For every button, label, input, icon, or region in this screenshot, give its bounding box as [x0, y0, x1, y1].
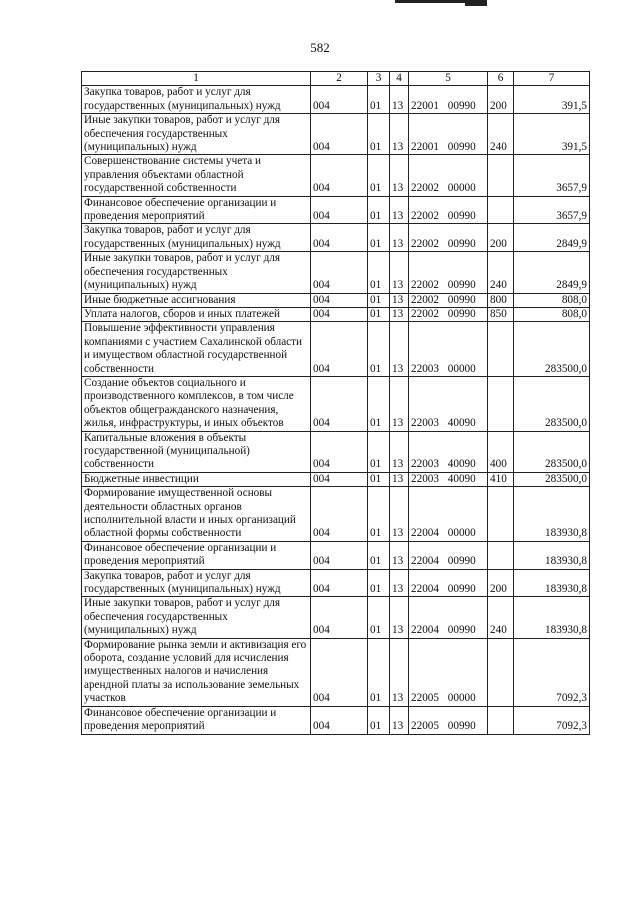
- row-code-target: 22004 00990: [409, 597, 488, 638]
- row-code-target: 22004 00990: [409, 569, 488, 597]
- row-name: Капитальные вложения в объекты государственной (муниципальной) собственности: [82, 431, 311, 472]
- row-code-target: 22002 00990: [409, 224, 488, 252]
- row-code-section: 01: [368, 293, 390, 307]
- row-code-target: 22002 00990: [409, 307, 488, 321]
- row-name: Иные закупки товаров, работ и услуг для обеспечения государственных (муниципальных) нужд: [82, 597, 311, 638]
- row-amount: 808,0: [514, 293, 590, 307]
- row-code-expense-type: 240: [488, 252, 514, 293]
- table-row: [82, 376, 590, 431]
- row-code-ministry: 004: [311, 638, 368, 706]
- table-row: [82, 293, 590, 307]
- row-code-expense-type: 240: [488, 597, 514, 638]
- row-code-subsection: 13: [390, 472, 409, 486]
- row-amount: 183930,8: [514, 597, 590, 638]
- row-code-target: 22005 00000: [409, 638, 488, 706]
- row-code-expense-type: [488, 706, 514, 734]
- row-code-subsection: 13: [390, 252, 409, 293]
- column-header: 4: [390, 72, 409, 86]
- row-code-expense-type: 200: [488, 224, 514, 252]
- row-code-ministry: 004: [311, 307, 368, 321]
- table-row: [82, 569, 590, 597]
- column-header: 7: [514, 72, 590, 86]
- row-code-subsection: 13: [390, 597, 409, 638]
- row-code-section: 01: [368, 706, 390, 734]
- row-code-section: 01: [368, 114, 390, 155]
- row-code-target: 22002 00990: [409, 252, 488, 293]
- row-code-section: 01: [368, 487, 390, 542]
- table-row: [82, 252, 590, 293]
- row-code-subsection: 13: [390, 307, 409, 321]
- row-code-target: 22002 00990: [409, 293, 488, 307]
- row-amount: 391,5: [514, 86, 590, 114]
- row-name: Финансовое обеспечение организации и проведения мероприятий: [82, 196, 311, 224]
- row-code-ministry: 004: [311, 597, 368, 638]
- row-code-expense-type: 800: [488, 293, 514, 307]
- row-amount: 808,0: [514, 307, 590, 321]
- table-row: [82, 638, 590, 706]
- row-code-section: 01: [368, 307, 390, 321]
- row-code-subsection: 13: [390, 541, 409, 569]
- header-row: [82, 72, 590, 86]
- row-code-section: 01: [368, 597, 390, 638]
- row-code-ministry: 004: [311, 541, 368, 569]
- row-code-expense-type: 200: [488, 569, 514, 597]
- scan-artifact: [465, 0, 487, 6]
- row-amount: 283500,0: [514, 322, 590, 377]
- row-name: Иные закупки товаров, работ и услуг для обеспечения государственных (муниципальных) нужд: [82, 114, 311, 155]
- column-header: 6: [488, 72, 514, 86]
- row-code-target: 22004 00000: [409, 487, 488, 542]
- row-name: Закупка товаров, работ и услуг для государственных (муниципальных) нужд: [82, 86, 311, 114]
- row-code-expense-type: [488, 638, 514, 706]
- row-code-section: 01: [368, 376, 390, 431]
- row-code-expense-type: 850: [488, 307, 514, 321]
- row-code-expense-type: [488, 487, 514, 542]
- row-code-ministry: 004: [311, 706, 368, 734]
- row-code-subsection: 13: [390, 322, 409, 377]
- row-code-expense-type: [488, 322, 514, 377]
- row-code-section: 01: [368, 252, 390, 293]
- row-name: Иные закупки товаров, работ и услуг для обеспечения государственных (муниципальных) нужд: [82, 252, 311, 293]
- table-row: [82, 541, 590, 569]
- row-code-ministry: 004: [311, 376, 368, 431]
- row-code-section: 01: [368, 569, 390, 597]
- table-row: [82, 431, 590, 472]
- row-code-ministry: 004: [311, 487, 368, 542]
- column-header: 5: [409, 72, 488, 86]
- row-code-ministry: 004: [311, 293, 368, 307]
- table-row: [82, 597, 590, 638]
- row-code-ministry: 004: [311, 431, 368, 472]
- row-code-ministry: 004: [311, 252, 368, 293]
- row-code-ministry: 004: [311, 569, 368, 597]
- row-code-target: 22001 00990: [409, 114, 488, 155]
- row-name: Иные бюджетные ассигнования: [82, 293, 311, 307]
- row-code-expense-type: 400: [488, 431, 514, 472]
- row-code-subsection: 13: [390, 706, 409, 734]
- row-amount: 7092,3: [514, 706, 590, 734]
- row-code-ministry: 004: [311, 224, 368, 252]
- row-code-section: 01: [368, 196, 390, 224]
- row-name: Финансовое обеспечение организации и проведения мероприятий: [82, 706, 311, 734]
- row-amount: 183930,8: [514, 569, 590, 597]
- row-code-subsection: 13: [390, 114, 409, 155]
- row-code-section: 01: [368, 86, 390, 114]
- row-code-subsection: 13: [390, 638, 409, 706]
- row-code-ministry: 004: [311, 196, 368, 224]
- row-amount: 2849,9: [514, 224, 590, 252]
- row-code-target: 22004 00990: [409, 541, 488, 569]
- row-code-subsection: 13: [390, 196, 409, 224]
- row-amount: 283500,0: [514, 376, 590, 431]
- row-amount: 183930,8: [514, 541, 590, 569]
- row-code-target: 22003 40090: [409, 431, 488, 472]
- row-code-expense-type: 200: [488, 86, 514, 114]
- row-code-target: 22003 40090: [409, 376, 488, 431]
- row-name: Финансовое обеспечение организации и проведения мероприятий: [82, 541, 311, 569]
- row-code-section: 01: [368, 472, 390, 486]
- table-row: [82, 196, 590, 224]
- table-row: [82, 706, 590, 734]
- column-header: 2: [311, 72, 368, 86]
- table-row: [82, 472, 590, 486]
- column-header: 3: [368, 72, 390, 86]
- row-name: Бюджетные инвестиции: [82, 472, 311, 486]
- page-number: 582: [310, 40, 330, 55]
- row-name: Создание объектов социального и производственного комплексов, в том числе объектов общегражданского назначения, жилья, инфраструктуры, и иных объектов: [82, 376, 311, 431]
- table-row: [82, 114, 590, 155]
- row-amount: 2849,9: [514, 252, 590, 293]
- row-code-ministry: 004: [311, 472, 368, 486]
- row-code-expense-type: 240: [488, 114, 514, 155]
- budget-table: [81, 71, 590, 735]
- row-code-target: 22003 40090: [409, 472, 488, 486]
- row-code-section: 01: [368, 155, 390, 196]
- table-row: [82, 86, 590, 114]
- row-code-expense-type: 410: [488, 472, 514, 486]
- row-code-subsection: 13: [390, 293, 409, 307]
- table-row: [82, 224, 590, 252]
- row-name: Совершенствование системы учета и управления объектами областной государственной собственности: [82, 155, 311, 196]
- row-name: Закупка товаров, работ и услуг для государственных (муниципальных) нужд: [82, 569, 311, 597]
- row-code-section: 01: [368, 638, 390, 706]
- row-code-subsection: 13: [390, 155, 409, 196]
- row-name: Уплата налогов, сборов и иных платежей: [82, 307, 311, 321]
- row-code-subsection: 13: [390, 224, 409, 252]
- row-amount: 391,5: [514, 114, 590, 155]
- row-code-ministry: 004: [311, 86, 368, 114]
- table-row: [82, 155, 590, 196]
- table-row: [82, 487, 590, 542]
- row-amount: 183930,8: [514, 487, 590, 542]
- column-header: 1: [82, 72, 311, 86]
- row-code-subsection: 13: [390, 376, 409, 431]
- row-amount: 3657,9: [514, 155, 590, 196]
- row-code-ministry: 004: [311, 114, 368, 155]
- row-code-expense-type: [488, 155, 514, 196]
- row-code-target: 22002 00990: [409, 196, 488, 224]
- row-code-subsection: 13: [390, 487, 409, 542]
- row-code-ministry: 004: [311, 155, 368, 196]
- row-name: Повышение эффективности управления компаниями с участием Сахалинской области и имуществом областной государственной собственности: [82, 322, 311, 377]
- row-code-section: 01: [368, 322, 390, 377]
- row-amount: 283500,0: [514, 472, 590, 486]
- row-code-subsection: 13: [390, 86, 409, 114]
- row-code-target: 22002 00000: [409, 155, 488, 196]
- row-code-subsection: 13: [390, 431, 409, 472]
- row-code-ministry: 004: [311, 322, 368, 377]
- row-code-section: 01: [368, 541, 390, 569]
- row-name: Закупка товаров, работ и услуг для государственных (муниципальных) нужд: [82, 224, 311, 252]
- row-code-expense-type: [488, 541, 514, 569]
- row-code-subsection: 13: [390, 569, 409, 597]
- table-row: [82, 307, 590, 321]
- row-amount: 7092,3: [514, 638, 590, 706]
- row-code-section: 01: [368, 224, 390, 252]
- row-name: Формирование имущественной основы деятельности областных органов исполнительной власти и иных организаций областной формы собственности: [82, 487, 311, 542]
- row-amount: 283500,0: [514, 431, 590, 472]
- row-code-target: 22005 00990: [409, 706, 488, 734]
- row-code-expense-type: [488, 196, 514, 224]
- table-row: [82, 322, 590, 377]
- row-amount: 3657,9: [514, 196, 590, 224]
- row-code-section: 01: [368, 431, 390, 472]
- row-name: Формирование рынка земли и активизация его оборота, создание условий для исчисления имущественных налогов и начисления арендной платы за использование земельных участков: [82, 638, 311, 706]
- row-code-target: 22003 00000: [409, 322, 488, 377]
- row-code-expense-type: [488, 376, 514, 431]
- row-code-target: 22001 00990: [409, 86, 488, 114]
